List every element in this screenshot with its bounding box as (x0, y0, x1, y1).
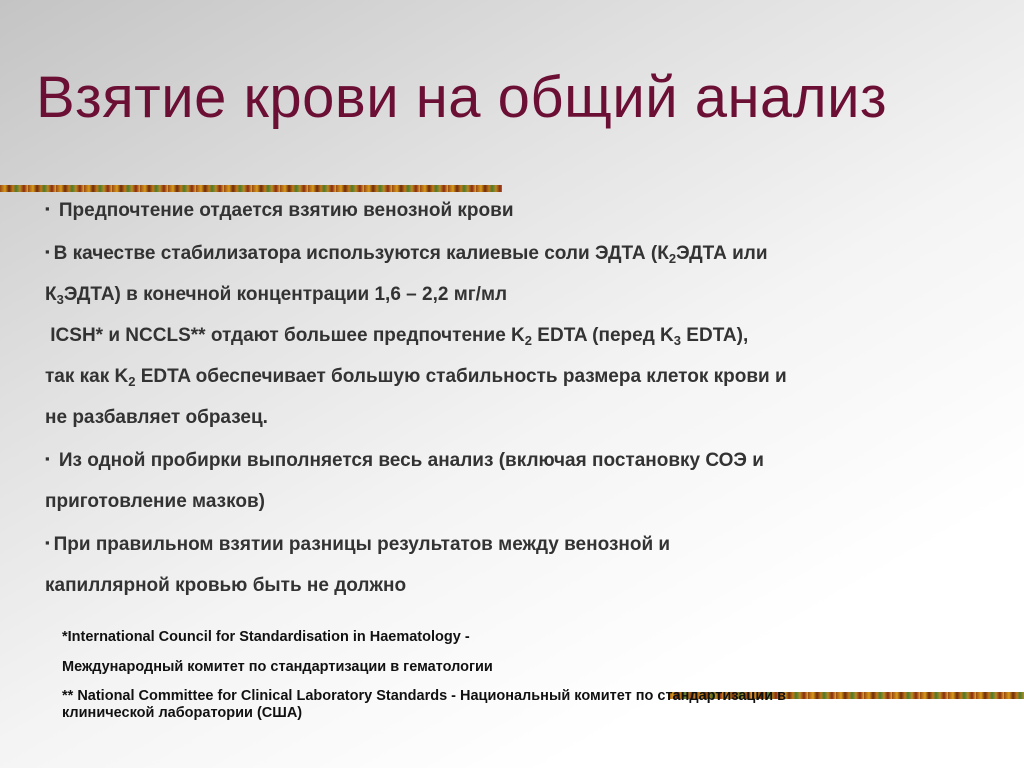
bullet-single-tube-continued (45, 481, 975, 522)
bullet-text: К (45, 284, 57, 305)
square-bullet-icon: ▪ (45, 201, 50, 216)
subscript: 3 (673, 333, 682, 348)
slide-body (45, 188, 975, 606)
square-bullet-icon: ▪ (45, 451, 50, 466)
square-bullet-icon: ▪ (45, 535, 50, 550)
footnote-icsh: *International Council for Standardisation in Haematology - (62, 629, 470, 645)
slide-title: Взятие крови на общий анализ (36, 65, 888, 130)
paragraph-icsh-nccls (45, 315, 975, 356)
bullet-stabilizer-continued (45, 274, 975, 315)
paragraph-text: не разбавляет образец. (45, 407, 268, 428)
bullet-text: Из одной пробирки выполняется весь анализ (включая постановку СОЭ и (53, 450, 764, 471)
paragraph-text: EDTA обеспечивает большую стабильность размера клеток крови и (135, 366, 787, 387)
bullet-text: Предпочтение отдается взятию венозной крови (58, 200, 514, 221)
paragraph-text: EDTA (перед K (532, 325, 674, 346)
footnote-icsh-translation: Международный комитет по стандартизации в гематологии (62, 659, 493, 675)
subscript: 2 (524, 333, 533, 348)
square-bullet-icon: ▪ (45, 244, 50, 259)
subscript: 2 (128, 374, 136, 389)
paragraph-icsh-nccls-line2 (45, 356, 975, 397)
bullet-text: приготовление мазков) (45, 491, 265, 512)
bullet-text: капиллярной кровью быть не должно (45, 575, 407, 596)
bullet-text: В качестве стабилизатора используются калиевые соли ЭДТА (К (53, 243, 669, 264)
bullet-no-difference (45, 522, 975, 565)
bullet-no-difference-continued (45, 565, 975, 606)
paragraph-text: так как K (45, 366, 129, 387)
footnote-nccls-continued: клинической лаборатории (США) (62, 705, 303, 721)
paragraph-icsh-nccls-line3 (45, 397, 975, 438)
bullet-stabilizer (45, 231, 975, 274)
bullet-text: При правильном взятии разницы результатов между венозной и (53, 534, 671, 555)
paragraph-text: EDTA), (681, 325, 749, 346)
bullet-text: ЭДТА или (676, 243, 768, 264)
paragraph-text: ICSH* и NCCLS** отдают большее предпочтение K (50, 325, 525, 346)
bullet-text: ЭДТА) в конечной концентрации 1,6 – 2,2 мг/мл (63, 284, 508, 305)
subscript: 2 (668, 251, 677, 266)
footnote-nccls: ** National Committee for Clinical Laboratory Standards - Национальный комитет по стандартизации в (62, 688, 787, 704)
footnotes (62, 622, 962, 722)
bullet-single-tube (45, 438, 975, 481)
bullet-venous-preference (45, 188, 975, 231)
subscript: 3 (56, 292, 64, 307)
